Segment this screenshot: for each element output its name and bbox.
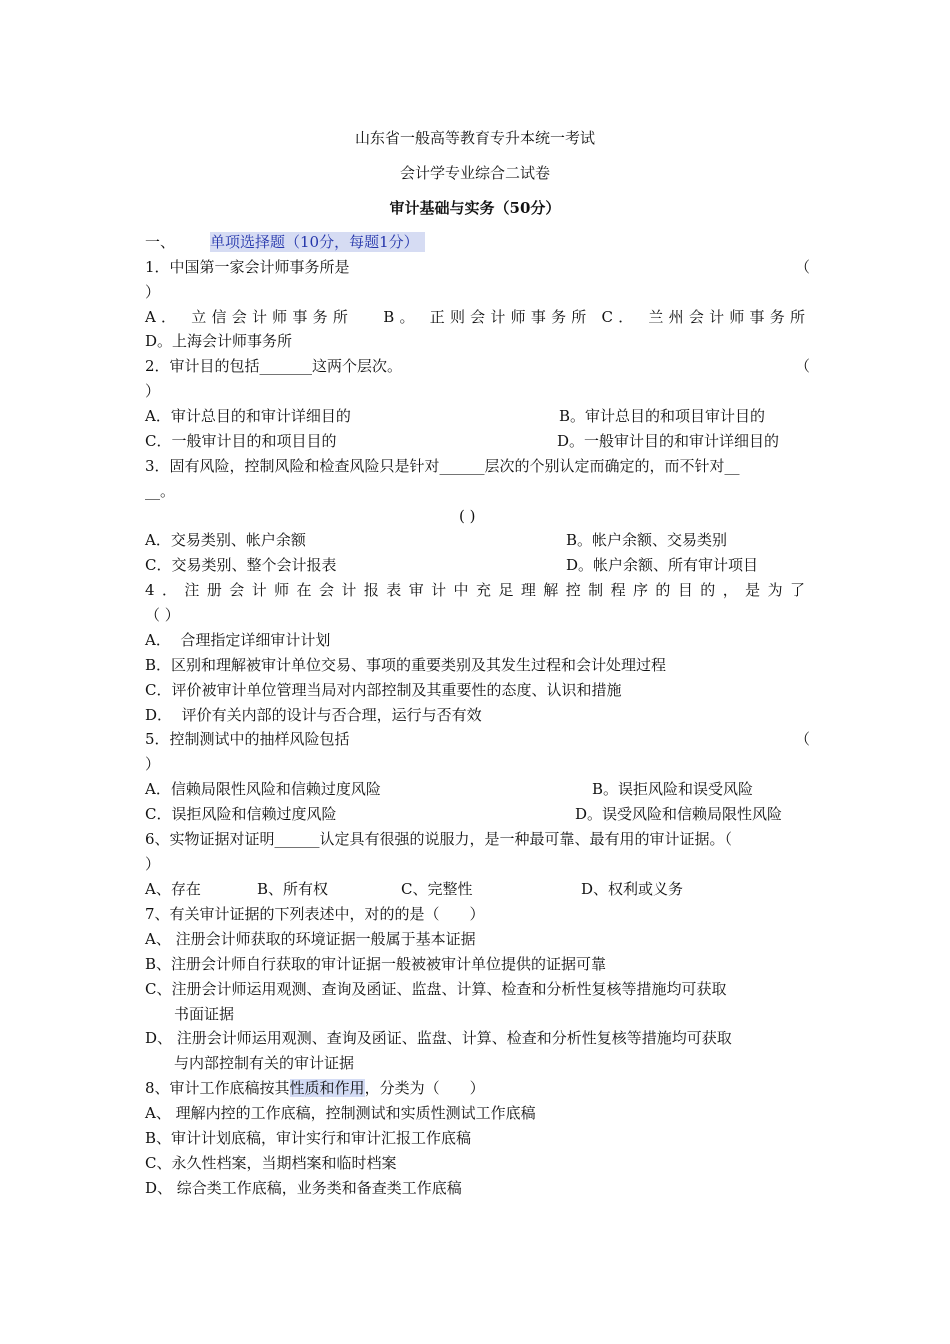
question-8-option-d: D、 综合类工作底稿，业务类和备查类工作底稿 [145, 1179, 462, 1197]
question-2-paren-open: （ [795, 357, 811, 375]
question-1-option-d: D。上海会计师事务所 [145, 332, 293, 350]
question-3-option-d: D。帐户余额、所有审计项目 [566, 556, 759, 574]
question-3-option-a: A．交易类别、帐户余额 [145, 531, 306, 549]
question-5-option-c: C．误拒风险和信赖过度风险 [145, 805, 337, 823]
question-2-option-d: D。一般审计目的和审计详细目的 [557, 432, 780, 450]
question-8-stem-highlight: 性质和作用 [289, 1079, 365, 1097]
question-6-option-c: C、完整性 [401, 880, 473, 898]
question-3-paren: ( ) [459, 507, 476, 525]
question-2-option-b: B。审计总目的和项目审计目的 [559, 407, 766, 425]
question-4-option-d: D． 评价有关内部的设计与否合理，运行与否有效 [145, 706, 482, 724]
question-7-option-c: C、注册会计师运用观测、查询及函证、监盘、计算、检查和分析性复核等措施均可获取 [145, 980, 727, 998]
exam-subtitle: 会计学专业综合二试卷 [399, 164, 550, 182]
question-5-option-b: B。误拒风险和误受风险 [592, 780, 754, 798]
question-5-paren-close: ） [145, 755, 161, 773]
question-3-stem: 3．固有风险，控制风险和检查风险只是针对______层次的个别认定而确定的，而不针对__ [145, 457, 740, 475]
question-7-option-d: D、 注册会计师运用观测、查询及函证、监盘、计算、检查和分析性复核等措施均可获取 [145, 1029, 732, 1047]
section-title: 审计基础与实务（50分） [389, 199, 561, 217]
question-1-paren-open: （ [795, 258, 811, 276]
question-4-option-c: C．评价被审计单位管理当局对内部控制及其重要性的态度、认识和措施 [145, 681, 622, 699]
question-8-option-b: B、审计计划底稿，审计实行和审计汇报工作底稿 [145, 1129, 472, 1147]
question-2-stem: 2．审计目的包括_______这两个层次。 [145, 357, 403, 375]
question-7-option-b: B、注册会计师自行获取的审计证据一般被被审计单位提供的证据可靠 [145, 955, 607, 973]
question-6-option-b: B、所有权 [257, 880, 329, 898]
question-3-stem-cont: __。 [145, 482, 176, 500]
question-8-option-a: A、 理解内控的工作底稿，控制测试和实质性测试工作底稿 [145, 1104, 536, 1122]
question-6-option-d: D、权利或义务 [581, 880, 684, 898]
question-8-stem-post: ，分类为（ ） [364, 1079, 485, 1097]
question-4-paren: （ ） [145, 606, 180, 624]
question-1-paren-close: ） [145, 283, 161, 301]
question-4-option-b: B．区别和理解被审计单位交易、事项的重要类别及其发生过程和会计处理过程 [145, 656, 667, 674]
section-heading: 单项选择题（10分，每题1分） [210, 232, 425, 252]
question-4-stem: 4．注册会计师在会计报表审计中充足理解控制程序的目的，是为了 [145, 581, 805, 599]
question-5-option-d: D。误受风险和信赖局限性风险 [575, 805, 783, 823]
question-7-stem: 7、有关审计证据的下列表述中，对的的是（ ） [145, 905, 485, 923]
question-8-stem [145, 1078, 485, 1098]
question-3-option-b: B。帐户余额、交易类别 [566, 531, 728, 549]
question-6-stem: 6、实物证据对证明______认定具有很强的说服力，是一种最可靠、最有用的审计证据。（ [145, 830, 733, 848]
question-3-option-c: C．交易类别、整个会计报表 [145, 556, 337, 574]
question-7-option-c-cont: 书面证据 [174, 1005, 235, 1023]
question-2-paren-close: ） [145, 382, 161, 400]
question-8-option-c: C、永久性档案，当期档案和临时档案 [145, 1154, 397, 1172]
exam-title: 山东省一般高等教育专升本统一考试 [354, 129, 595, 147]
question-5-stem: 5．控制测试中的抽样风险包括 [145, 730, 350, 748]
question-2-option-a: A．审计总目的和审计详细目的 [145, 407, 351, 425]
question-6-paren-close: ） [145, 855, 161, 873]
question-7-option-a: A、 注册会计师获取的环境证据一般属于基本证据 [145, 930, 476, 948]
question-1-stem: 1．中国第一家会计师事务所是 [145, 258, 350, 276]
question-7-option-d-cont: 与内部控制有关的审计证据 [174, 1054, 355, 1072]
question-1-options-abc: A． 立信会计师事务所 B。 正则会计师事务所 C． 兰州会计师事务所 [145, 308, 805, 326]
question-4-option-a: A． 合理指定详细审计计划 [145, 631, 331, 649]
question-5-paren-open: （ [795, 730, 811, 748]
question-2-option-c: C．一般审计目的和项目目的 [145, 432, 337, 450]
question-5-option-a: A．信赖局限性风险和信赖过度风险 [145, 780, 381, 798]
question-8-stem-pre: 8、审计工作底稿按其 [145, 1079, 290, 1097]
section-number: 一、 [145, 233, 176, 251]
question-6-option-a: A、存在 [145, 880, 201, 898]
